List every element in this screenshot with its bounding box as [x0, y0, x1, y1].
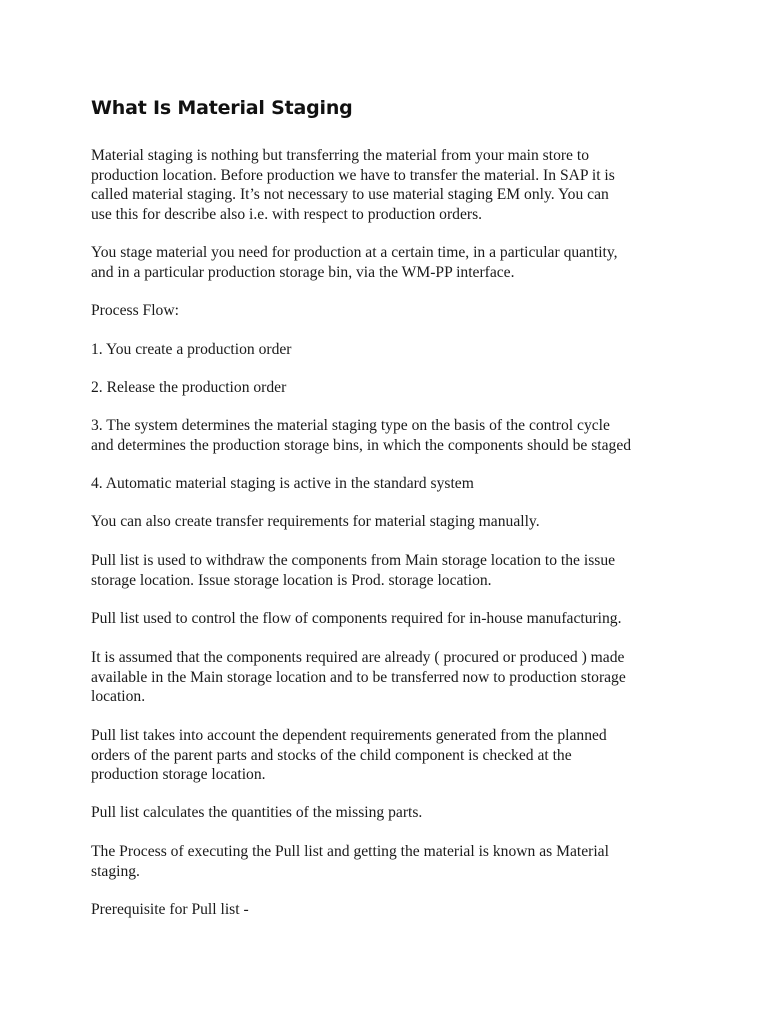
- paragraph-pull-list-withdraw: Pull list is used to withdraw the components from Main storage location to the issue storage location. Issue storage location is Prod. storage location.: [91, 552, 616, 589]
- document-title: What Is Material Staging: [91, 97, 353, 119]
- paragraph-transfer-requirements: You can also create transfer requirements for material staging manually.: [91, 513, 540, 530]
- paragraph-prerequisite: Prerequisite for Pull list -: [91, 901, 249, 918]
- paragraph-intro: Material staging is nothing but transferring the material from your main store to production location. Before production we have to transfer the material. In SAP it is called material staging. It’s not necessary to use material staging EM only. You can use this for describe also i.e. with respect to production orders.: [91, 147, 615, 223]
- paragraph-process-flow-heading: Process Flow:: [91, 302, 179, 319]
- paragraph-step-3: 3. The system determines the material staging type on the basis of the control cycle and determines the production storage bins, in which the components should be staged: [91, 417, 632, 454]
- paragraph-pull-list-control: Pull list used to control the flow of components required for in-house manufacturing.: [91, 610, 622, 627]
- paragraph-components-assumed: It is assumed that the components required are already ( procured or produced ) made available in the Main storage location and to be transferred now to production storage location.: [91, 649, 626, 705]
- paragraph-stage-material: You stage material you need for production at a certain time, in a particular quantity, and in a particular production storage bin, via the WM-PP interface.: [91, 244, 618, 281]
- paragraph-step-2: 2. Release the production order: [91, 379, 287, 396]
- paragraph-missing-parts: Pull list calculates the quantities of the missing parts.: [91, 804, 423, 821]
- paragraph-material-staging-definition: The Process of executing the Pull list and getting the material is known as Material staging.: [91, 843, 609, 880]
- paragraph-dependent-requirements: Pull list takes into account the dependent requirements generated from the planned orders of the parent parts and stocks of the child component is checked at the production storage location.: [91, 727, 607, 783]
- paragraph-step-1: 1. You create a production order: [91, 341, 292, 358]
- paragraph-step-4: 4. Automatic material staging is active in the standard system: [91, 475, 474, 492]
